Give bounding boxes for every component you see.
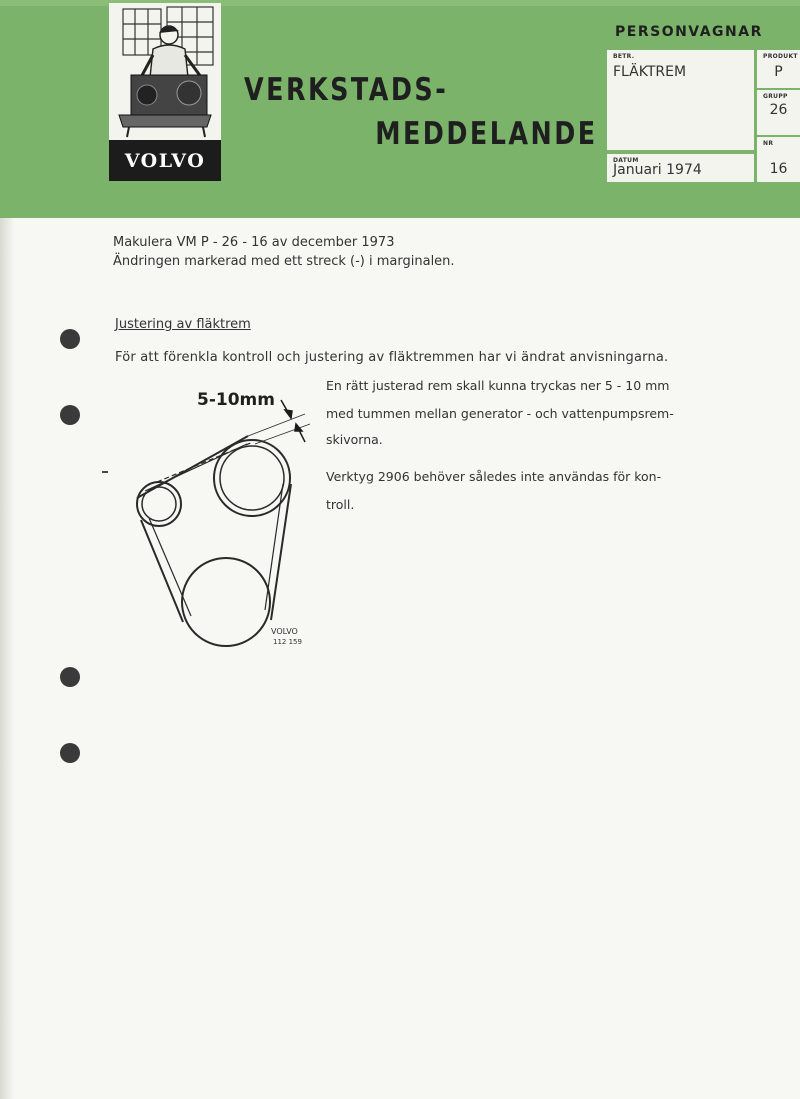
number-value: 16: [769, 161, 788, 177]
para2-line-2: troll.: [326, 497, 355, 512]
header-band: [0, 0, 800, 218]
number-box: [757, 137, 800, 182]
binder-hole-2: [60, 405, 80, 425]
notice-line-2: Ändringen markerad med ett streck (-) i marginalen.: [113, 254, 455, 269]
belt-deflection-label: 5-10mm: [197, 390, 275, 410]
subject-label: BETR.: [613, 53, 635, 60]
subject-value: FLÄKTREM: [613, 64, 687, 80]
binder-hole-4: [60, 743, 80, 763]
volvo-logo: [109, 140, 221, 181]
product-box: [757, 50, 800, 88]
subject-box: [607, 50, 754, 150]
fan-belt-diagram: [105, 380, 335, 655]
title-line-1: VERKSTADS-: [244, 72, 449, 108]
para2-line-1: Verktyg 2906 behöver således inte användas för kon-: [326, 469, 662, 484]
diagram-ref-brand: VOLVO: [271, 627, 298, 636]
title-line-2: MEDDELANDE: [375, 116, 598, 152]
vehicle-category: PERSONVAGNAR: [615, 24, 763, 40]
group-box: [757, 90, 800, 135]
notice-line-1: Makulera VM P - 26 - 16 av december 1973: [113, 235, 395, 250]
group-value: 26: [769, 102, 788, 118]
margin-change-mark: [102, 471, 108, 473]
date-box: [607, 154, 754, 182]
para1-line-2: med tummen mellan generator - och vattenpumpsrem-: [326, 406, 674, 421]
brand-name: VOLVO: [124, 149, 206, 172]
binder-hole-3: [60, 667, 80, 687]
product-label: PRODUKT: [763, 53, 798, 60]
para1-line-3: skivorna.: [326, 432, 383, 447]
number-label: NR: [763, 140, 774, 147]
intro-paragraph: För att förenkla kontroll och justering av fläktremmen har vi ändrat anvisningarna.: [115, 350, 669, 365]
date-label: DATUM: [613, 157, 639, 164]
product-value: P: [774, 64, 783, 80]
diagram-ref-number: 112 159: [273, 638, 302, 646]
bulletin-title: [244, 68, 598, 156]
date-value: Januari 1974: [613, 162, 702, 178]
mechanic-illustration: [109, 3, 221, 140]
section-heading: Justering av fläktrem: [115, 317, 251, 332]
binder-hole-1: [60, 329, 80, 349]
para1-line-1: En rätt justerad rem skall kunna tryckas ner 5 - 10 mm: [326, 378, 670, 393]
group-label: GRUPP: [763, 93, 788, 100]
